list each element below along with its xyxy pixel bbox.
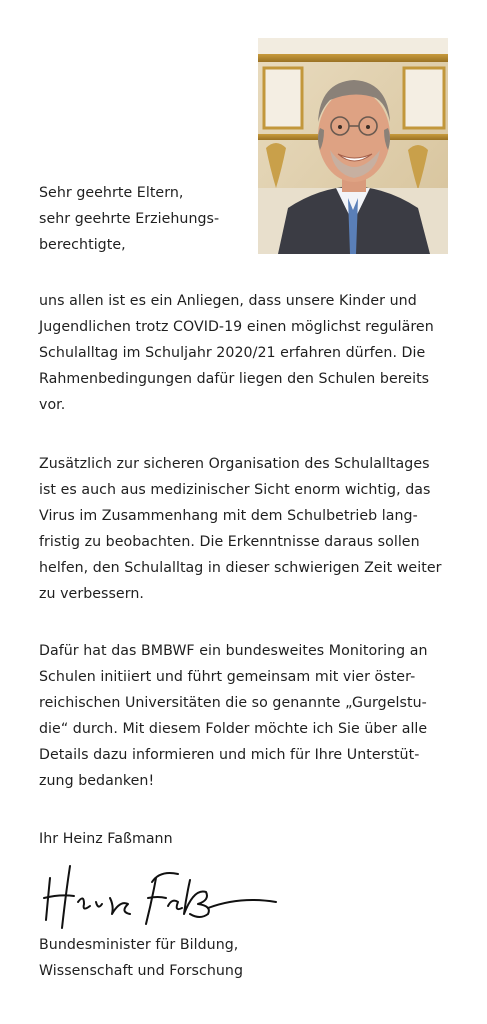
handwritten-signature	[40, 858, 280, 934]
title-line: Bundesminister für Bildung,	[39, 937, 239, 953]
paragraph-line: Dafür hat das BMBWF ein bundesweites Monitoring an	[39, 643, 428, 659]
paragraph-line: zu verbessern.	[39, 586, 144, 602]
paragraph-line: Rahmenbedingungen dafür liegen den Schulen bereits	[39, 371, 430, 387]
closing: Ihr Heinz Faßmann	[39, 831, 173, 847]
paragraph-line: zung bedanken!	[39, 773, 155, 789]
paragraph-1	[39, 288, 434, 418]
portrait-photo	[258, 38, 448, 254]
paragraph-line: reichischen Universitäten die so genannte „Gurgelstu-	[39, 695, 427, 711]
paragraph-line: Jugendlichen trotz COVID-19 einen möglichst regulären	[39, 319, 434, 335]
title-line: Wissenschaft und Forschung	[39, 963, 243, 979]
signatory-title	[39, 932, 243, 984]
greeting	[39, 180, 219, 258]
paragraph-line: Schulen initiiert und führt gemeinsam mit vier öster-	[39, 669, 416, 685]
paragraph-line: uns allen ist es ein Anliegen, dass unsere Kinder und	[39, 293, 417, 309]
paragraph-line: fristig zu beobachten. Die Erkenntnisse daraus sollen	[39, 534, 420, 550]
paragraph-line: vor.	[39, 397, 66, 413]
paragraph-3	[39, 638, 428, 794]
paragraph-2	[39, 451, 441, 607]
paragraph-line: ist es auch aus medizinischer Sicht enorm wichtig, das	[39, 482, 431, 498]
greeting-line: Sehr geehrte Eltern,	[39, 185, 184, 201]
paragraph-line: Details dazu informieren und mich für Ihre Unterstüt-	[39, 747, 420, 763]
paragraph-line: Schulalltag im Schuljahr 2020/21 erfahren dürfen. Die	[39, 345, 426, 361]
paragraph-line: Zusätzlich zur sicheren Organisation des Schulalltages	[39, 456, 430, 472]
greeting-line: berechtigte,	[39, 237, 126, 253]
paragraph-line: die“ durch. Mit diesem Folder möchte ich Sie über alle	[39, 721, 428, 737]
greeting-line: sehr geehrte Erziehungs-	[39, 211, 220, 227]
paragraph-line: Virus im Zusammenhang mit dem Schulbetrieb lang-	[39, 508, 418, 524]
paragraph-line: helfen, den Schulalltag in dieser schwierigen Zeit weiter	[39, 560, 442, 576]
